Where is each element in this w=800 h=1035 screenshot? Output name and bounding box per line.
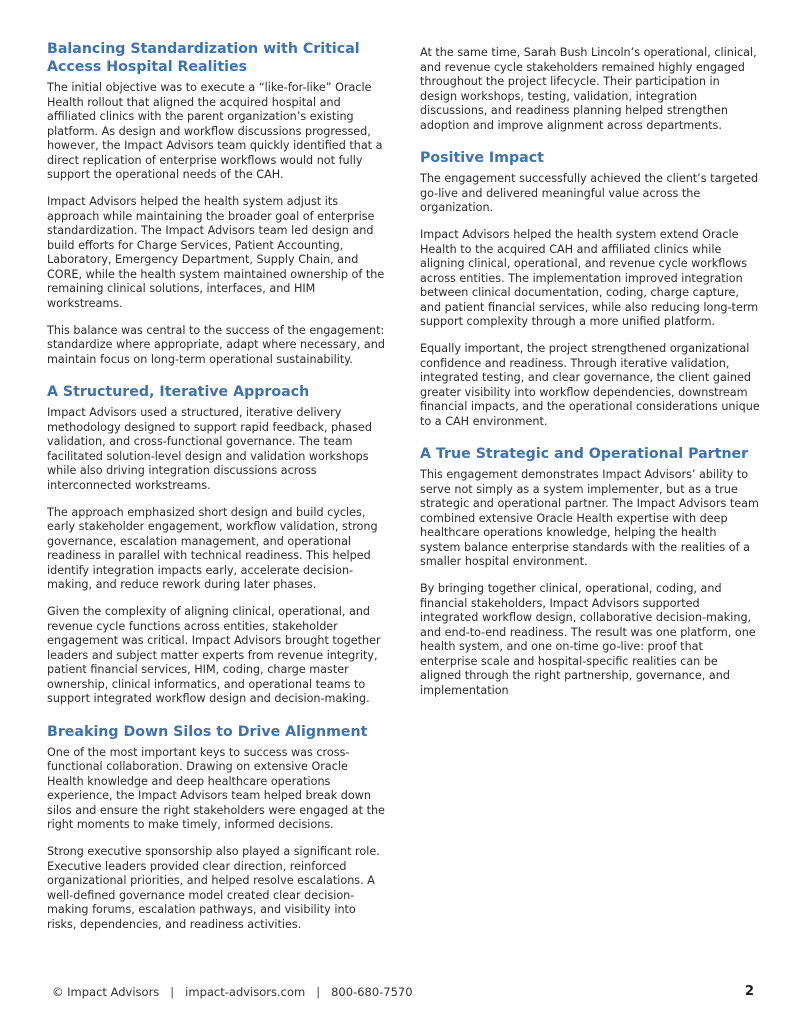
- paragraph: At the same time, Sarah Bush Lincoln’s operational, clinical, and revenue cycle stakeholders remained highly engaged throughout the project lifecycle. Their participation in design workshops, testing, validation, integration discussions, and readiness planning helped strengthen adoption and improve alignment across departments.: [420, 46, 757, 132]
- paragraph: This engagement demonstrates Impact Advisors’ ability to serve not simply as a system implementer, but as a true strategic and operational partner. The Impact Advisors team combined extensive Oracle Health expertise with deep healthcare operations knowledge, helping the health system balance enterprise standards with the realities of a smaller hospital environment.: [420, 468, 759, 568]
- section-heading: A Structured, Iterative Approach: [47, 384, 310, 400]
- paragraph: The initial objective was to execute a “like-for-like” Oracle Health rollout that aligned the acquired hospital and affiliated clinics with the parent organization’s existing platform. As design and workflow discussions progressed, however, the Impact Advisors team quickly identified that a direct replication of enterprise workflows would not fully support the operational needs of the CAH.: [47, 81, 383, 181]
- section-continued-intro: [420, 46, 760, 133]
- paragraph: Equally important, the project strengthened organizational confidence and readiness. Through iterative validation, integrated testing, and clear governance, the client gained greater visibility into workflow dependencies, downstream financial impacts, and the operational considerations unique to a CAH environment.: [420, 342, 760, 428]
- footer-separator: |: [170, 985, 175, 999]
- section-balancing-standardization: [47, 40, 387, 367]
- paragraph: The engagement successfully achieved the client’s targeted go-live and delivered meaningful value across the organization.: [420, 172, 759, 214]
- footer-phone: 800-680-7570: [331, 985, 413, 999]
- footer-separator: |: [316, 985, 321, 999]
- paragraph: Impact Advisors helped the health system extend Oracle Health to the acquired CAH and affiliated clinics while aligning clinical, operational, and revenue cycle workflows across entities. The implementation improved integration between clinical documentation, coding, charge capture, and patient financial services, while also reducing long-term support complexity through a more unified platform.: [420, 228, 759, 328]
- paragraph: The approach emphasized short design and build cycles, early stakeholder engagement, workflow validation, strong governance, escalation management, and operational readiness in parallel with technical readiness. This helped identify integration impacts early, accelerate decision-making, and reduce rework during later phases.: [47, 505, 378, 591]
- paragraph: Impact Advisors used a structured, iterative delivery methodology designed to support rapid feedback, phased validation, and cross-functional governance. The team facilitated solution-level design and validation workshops while also driving integration discussions across interconnected workstreams.: [47, 406, 372, 492]
- paragraph: By bringing together clinical, operational, coding, and financial stakeholders, Impact Advisors supported integrated workflow design, collaborative decision-making, and end-to-end readiness. The result was one platform, one health system, and one on-time go-live: proof that enterprise scale and hospital-specific realities can be aligned through the right partnership, governance, and implementation: [420, 582, 756, 697]
- right-column: [420, 46, 760, 714]
- section-heading: Breaking Down Silos to Drive Alignment: [47, 723, 368, 740]
- footer-copyright: © Impact Advisors: [52, 985, 160, 999]
- paragraph: This balance was central to the success of the engagement: standardize where appropriate, adapt where necessary, and maintain focus on long-term operational sustainability.: [47, 323, 385, 366]
- section-heading: Balancing Standardization with Critical Access Hospital Realities: [47, 41, 360, 75]
- paragraph: Given the complexity of aligning clinical, operational, and revenue cycle functions across entities, stakeholder engagement was critical. Impact Advisors brought together leaders and subject matter experts from revenue integrity, patient financial services, HIM, coding, charge master ownership, clinical informatics, and operational teams to support integrated workflow design and decision-making.: [47, 605, 381, 705]
- paragraph: One of the most important keys to success was cross-functional collaboration. Drawing on extensive Oracle Health knowledge and deep healthcare operations experience, the Impact Advisors team helped break down silos and ensure the right stakeholders were engaged at the right moments to make timely, informed decisions.: [47, 745, 385, 831]
- section-heading: A True Strategic and Operational Partner: [420, 446, 749, 462]
- paragraph: Strong executive sponsorship also played a significant role. Executive leaders provided clear direction, reinforced organizational priorities, and helped resolve escalations. A well-defined governance model created clear decision-making forums, escalation pathways, and visibility into risks, dependencies, and readiness activities.: [47, 845, 380, 931]
- left-column: [47, 40, 387, 948]
- page-number: 2: [744, 984, 754, 999]
- footer-website: impact-advisors.com: [185, 985, 306, 999]
- section-positive-impact: [420, 149, 760, 429]
- paragraph: Impact Advisors helped the health system adjust its approach while maintaining the broader goal of enterprise standardization. The Impact Advisors team led design and build efforts for Charge Services, Patient Accounting, Laboratory, Emergency Department, Supply Chain, and CORE, while the health system maintained ownership of the remaining clinical solutions, interfaces, and HIM workstreams.: [47, 195, 385, 310]
- section-structured-approach: [47, 383, 387, 707]
- section-heading: Positive Impact: [420, 150, 544, 166]
- section-breaking-down-silos: [47, 723, 387, 933]
- page-footer: [52, 984, 754, 1000]
- section-strategic-partner: [420, 445, 760, 698]
